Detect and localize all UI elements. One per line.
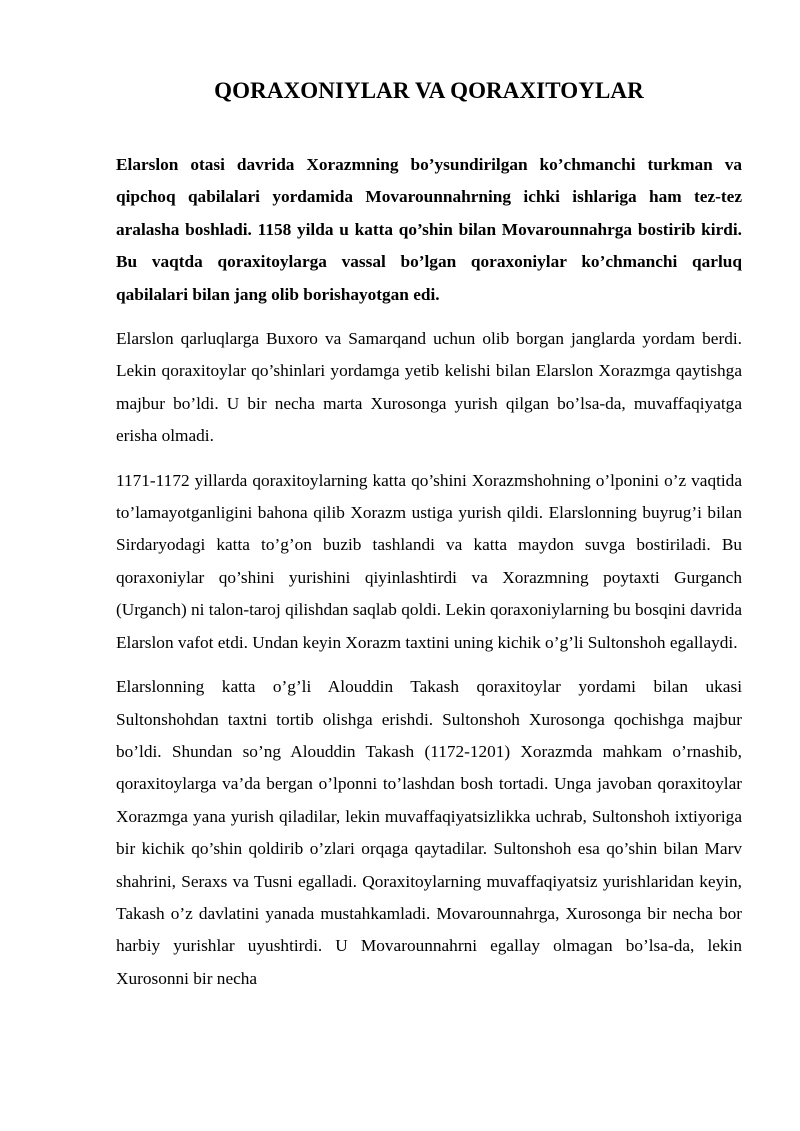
paragraph-intro: Elarslon otasi davrida Xorazmning bo’ysundirilgan ko’chmanchi turkman va qipchoq qabilalari yordamida Movarounnahrning ichki ishlariga ham tez-tez aralasha boshladi. 1158 yilda u katta qo’shin bilan Movarounnahrga bostirib kirdi. Bu vaqtda qoraxitoylarga vassal bo’lgan qoraxoniylar ko’chmanchi qarluq qabilalari bilan jang olib borishayotgan edi. (116, 155, 742, 304)
document-page (116, 0, 742, 995)
paragraph: 1171-1172 yillarda qoraxitoylarning katta qo’shini Xorazmshohning o’lponini o’z vaqtida to’lamayotganligini bahona qilib Xorazm ustiga yurish qildi. Elarslonning buyrug’i bilan Sirdaryodagi katta to’g’on buzib tashlandi va katta maydon suvga bostiriladi. Bu qoraxoniylar qo’shini yurishini qiyinlashtirdi va Xorazmning poytaxti Gurganch (Urganch) ni talon-taroj qilishdan saqlab qoldi. Lekin qoraxoniylarning bu bosqini davrida Elarslon vafot etdi. Undan keyin Xorazm taxtini uning kichik o’g’li Sultonshoh egallaydi. (116, 470, 742, 652)
document-title: QORAXONIYLAR VA QORAXITOYLAR (214, 78, 644, 103)
paragraph: Elarslon qarluqlarga Buxoro va Samarqand uchun olib borgan janglarda yordam berdi. Lekin qoraxitoylar qo’shinlari yordamga yetib kelishi bilan Elarslon Xorazmga qaytishga majbur bo’ldi. U bir necha marta Xurosonga yurish qilgan bo’lsa-da, muvaffaqiyatga erisha olmadi. (116, 329, 742, 446)
paragraph: Elarslonning katta o’g’li Alouddin Takash qoraxitoylar yordami bilan ukasi Sultonshohdan taxtni tortib olishga erishdi. Sultonshoh Xurosonga qochishga majbur bo’ldi. Shundan so’ng Alouddin Takash (1172-1201) Xorazmda mahkam o’rnashib, qoraxitoylarga va’da bergan o’lponni to’lashdan bosh tortadi. Unga javoban qoraxitoylar Xorazmga yana yurish qiladilar, lekin muvaffaqiyatsizlikka uchrab, Sultonshoh ixtiyoriga bir kichik qo’shin qoldirib o’zlari orqaga qaytadilar. Sultonshoh esa qo’shin bilan Marv shahrini, Seraxs va Tusni egalladi. Qoraxitoylarning muvaffaqiyatsiz yurishlaridan keyin, Takash o’z davlatini yanada mustahkamladi. Movarounnahrga, Xurosonga bir necha bor harbiy yurishlar uyushtirdi. U Movarounnahrni egallay olmagan bo’lsa-da, lekin Xurosonni bir necha (116, 677, 742, 988)
